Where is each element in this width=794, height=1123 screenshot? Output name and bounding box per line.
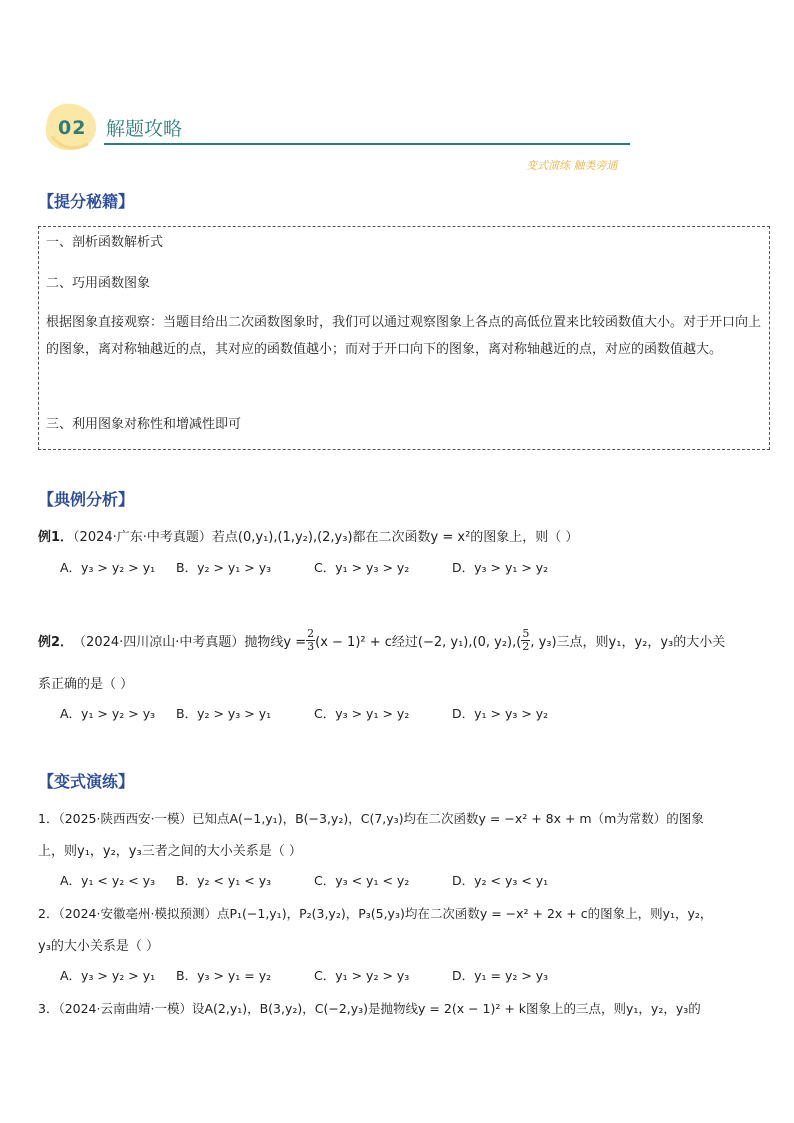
practice-1-line-1: 1．（2025·陕西西安·一模）已知点A(−1,y₁)，B(−3,y₂)，C(7,y₃)均在二次函数y = −x² + 8x + m（m为常数）的图象 [38,811,704,826]
tip-line-2: 二、巧用函数图象 [46,276,151,291]
example-1-source: （2024·广东·中考真题） [73,530,212,545]
tip-paragraph: 根据图象直接观察：当题目给出二次函数图象时，我们可以通过观察图象上各点的高低位置来比较函数值大小。对于开口向上的图象，离对称轴越近的点，其对应的函数值越小；而对于开口向下的图象，离对称轴越近的点，对应的函数值越大。 [46,315,762,357]
example-2-option-d[interactable]: D．y₁ > y₃ > y₂ [452,706,549,721]
practice-1-option-a[interactable]: A．y₁ < y₂ < y₃ [60,873,156,888]
example-1-option-a[interactable]: A．y₃ > y₂ > y₁ [60,560,156,575]
example-2-option-a[interactable]: A．y₁ > y₂ > y₃ [60,706,156,721]
example-1-option-c[interactable]: C．y₁ > y₃ > y₂ [314,560,410,575]
example-1-question [38,526,578,545]
practice-3-line-1: 3．（2024·云南曲靖·一模）设A(2,y₁)，B(3,y₂)，C(−2,y₃)是抛物线y = 2(x − 1)² + k图象上的三点，则y₁，y₂，y₃的 [38,1001,701,1016]
example-2-question [38,628,725,653]
example-1-option-b[interactable]: B．y₂ > y₁ > y₃ [176,560,272,575]
practice-2-line-1: 2．（2024·安徽亳州·模拟预测）点P₁(−1,y₁)，P₂(3,y₂)，P₃(5,y₃)均在二次函数y = −x² + 2x + c的图象上，则y₁，y₂， [38,906,713,921]
section-title: 解题攻略 [106,118,183,140]
section-number: 02 [58,117,87,139]
practice-2-option-a[interactable]: A．y₃ > y₂ > y₁ [60,968,156,983]
example-1-option-d[interactable]: D．y₃ > y₁ > y₂ [452,560,549,575]
practice-2-option-c[interactable]: C．y₁ > y₂ > y₃ [314,968,410,983]
practice-1-line-2: 上，则y₁，y₂，y₃三者之间的大小关系是（ ） [38,844,302,859]
tip-line-1: 一、剖析函数解析式 [46,235,164,250]
practice-1-option-d[interactable]: D．y₂ < y₃ < y₁ [452,873,549,888]
section-divider [104,143,630,145]
example-2-fraction: $\frac{2}{3}$ [307,627,315,653]
practice-2-option-d[interactable]: D．y₁ = y₂ > y₃ [452,968,549,983]
example-2-fraction-2: $\frac{5}{2}$ [522,627,530,653]
section-slogan: 变式演练 触类旁通 [526,159,618,172]
example-2-question-line-2: 系正确的是（ ） [38,677,134,692]
example-2-source: （2024·四川凉山·中考真题） [73,635,245,650]
example-2-option-c[interactable]: C．y₃ > y₁ > y₂ [314,706,410,721]
practice-1-option-b[interactable]: B．y₂ < y₁ < y₃ [176,873,272,888]
example-2-text-b: (x − 1)² + c经过(−2, y₁),(0, y₂),( [315,635,522,650]
example-2-text-c: , y₃)三点，则y₁，y₂，y₃的大小关 [530,635,726,650]
tips-heading: 【提分秘籍】 [38,192,135,211]
example-1-label: 例1． [38,530,74,545]
examples-heading: 【典例分析】 [38,490,135,509]
example-2-label: 例2． [38,635,74,650]
practice-heading: 【变式演练】 [38,772,135,791]
tip-line-3: 三、利用图象对称性和增减性即可 [46,417,242,432]
example-1-text: 若点(0,y₁),(1,y₂),(2,y₃)都在二次函数y = x²的图象上，则（ ） [211,530,579,545]
practice-2-option-b[interactable]: B．y₃ > y₁ = y₂ [176,968,272,983]
practice-2-line-2: y₃的大小关系是（ ） [38,939,160,954]
example-2-text-a: 抛物线y = [244,635,307,650]
practice-1-option-c[interactable]: C．y₃ < y₁ < y₂ [314,873,410,888]
example-2-option-b[interactable]: B．y₂ > y₃ > y₁ [176,706,272,721]
